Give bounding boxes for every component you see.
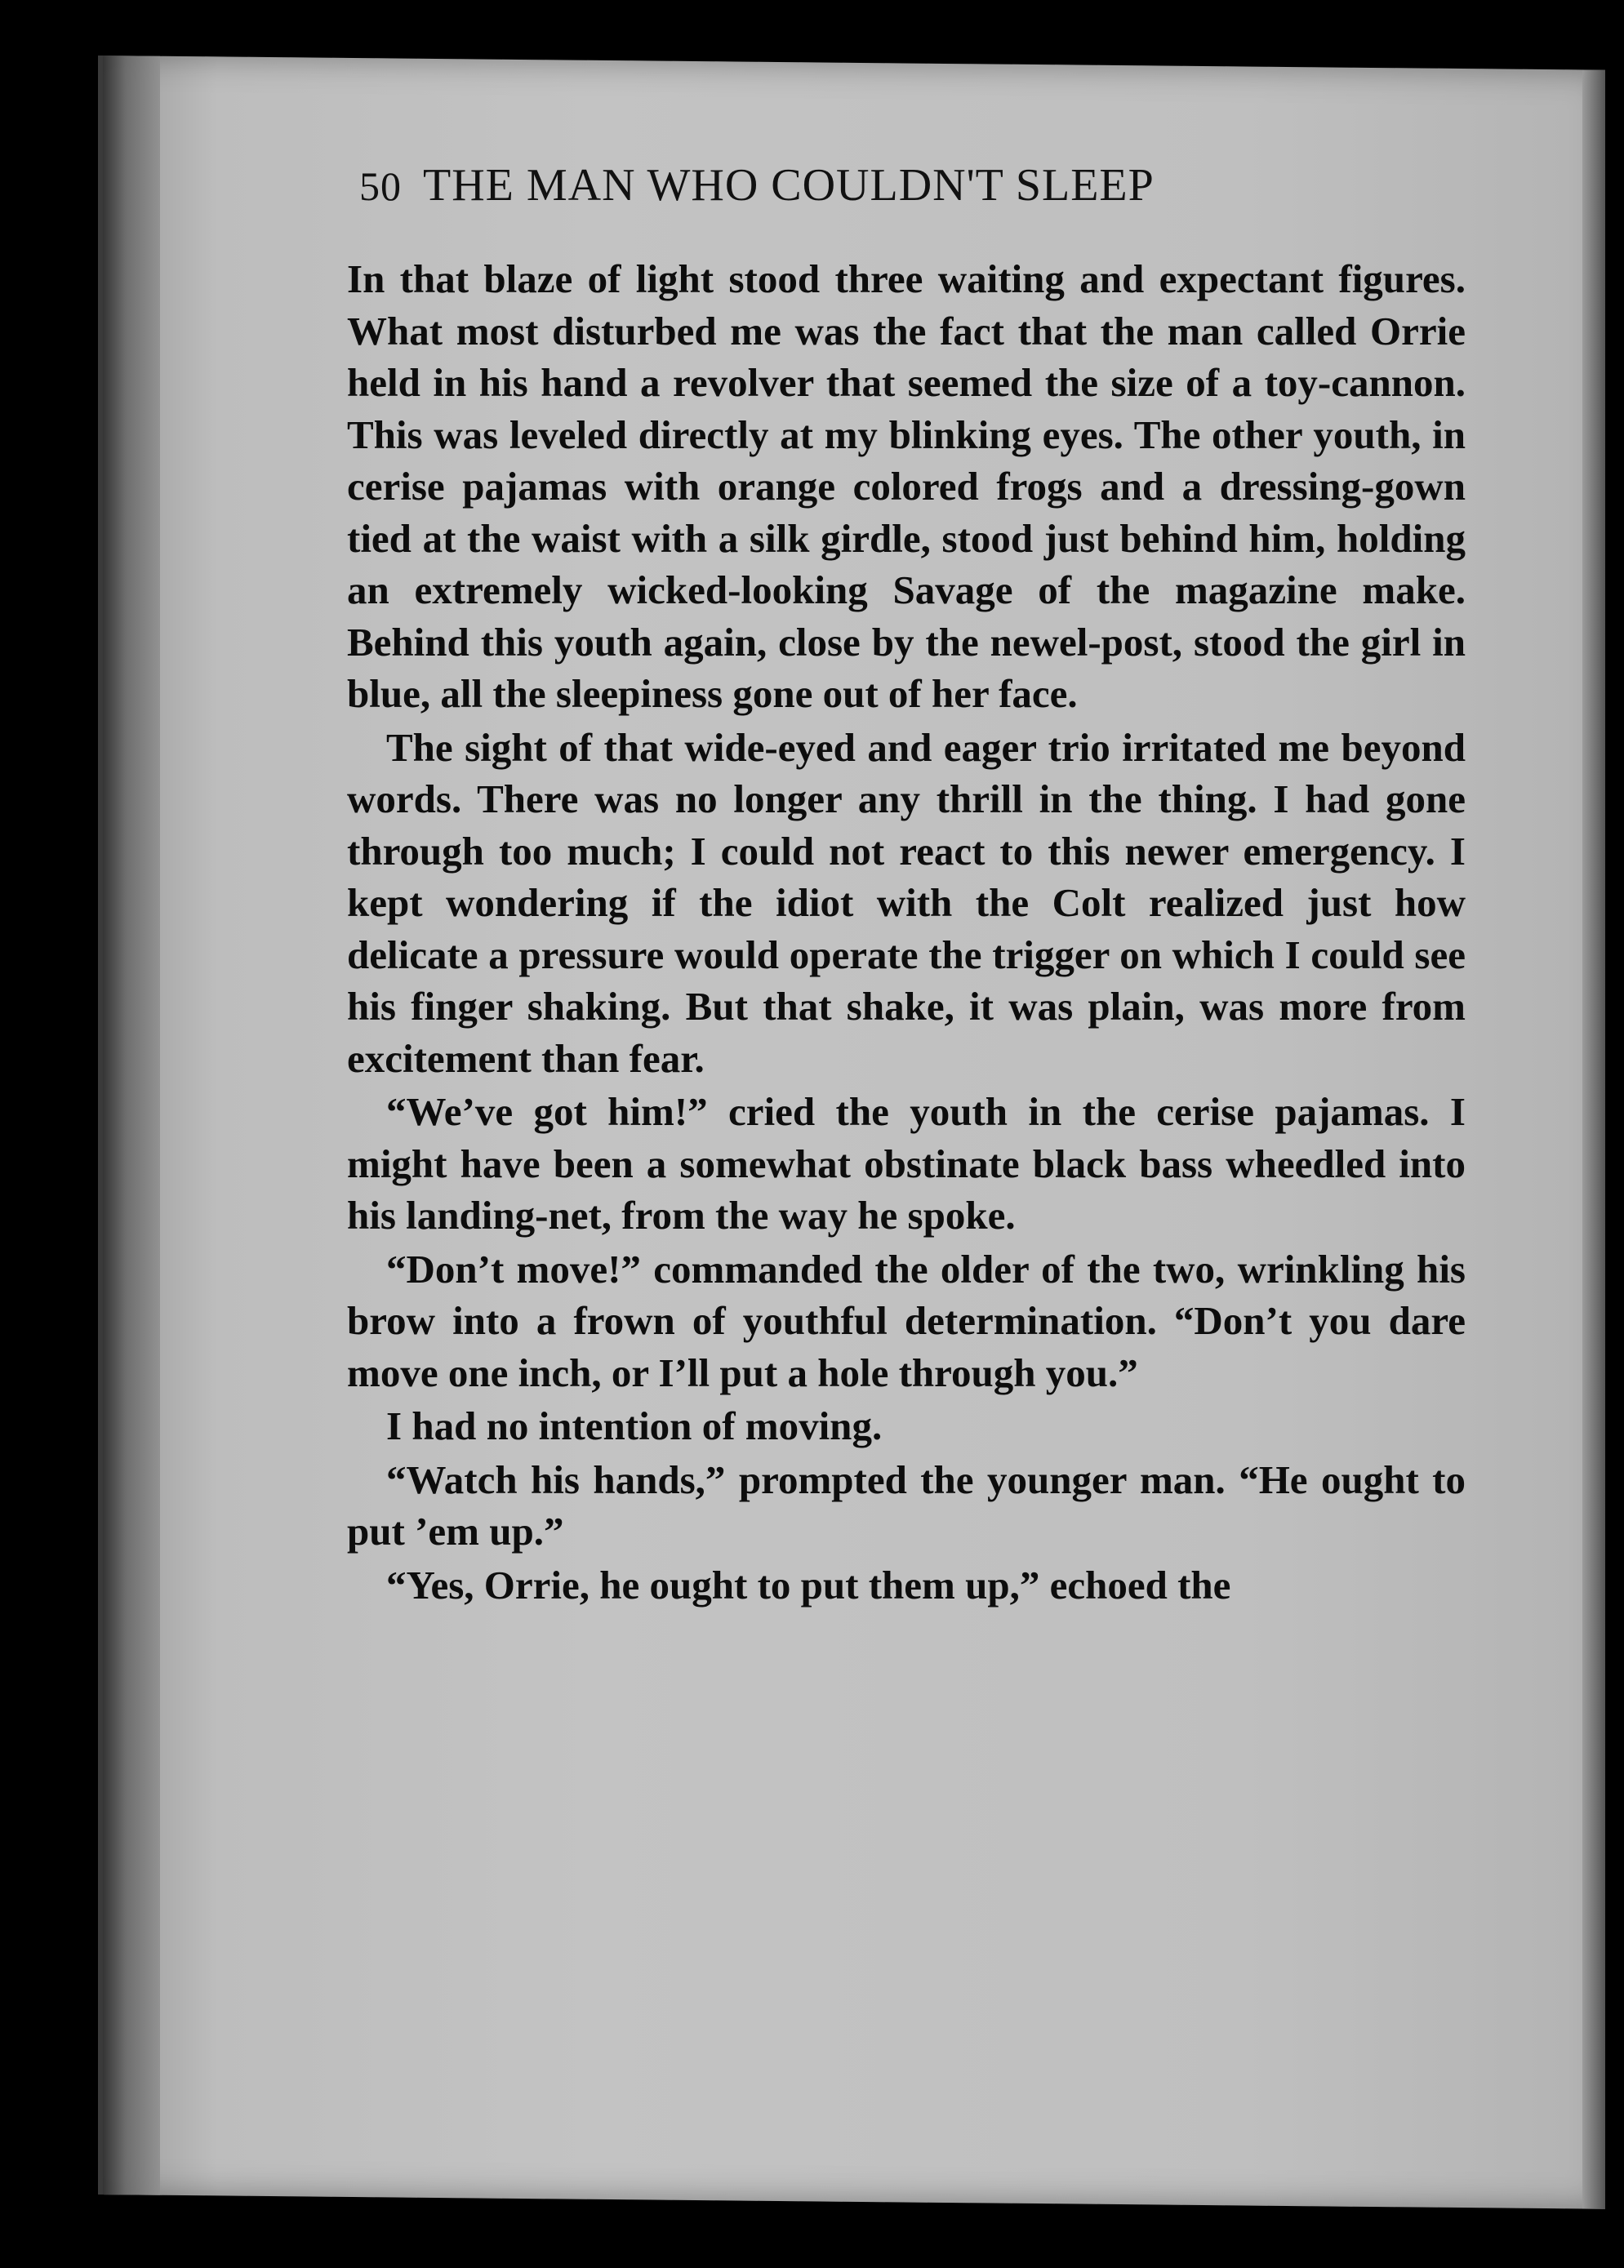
paragraph: The sight of that wide-eyed and eager trio irritated me beyond words. There was no longer any thrill in the thing. I had gone through too much; I could not react to this newer emergency. I kept wondering if the idiot with the Colt realized just how delicate a pressure would operate the trigger on which I could see his finger shaking. But that shake, it was plain, was more from excitement than fear. [347,724,1466,1081]
page-number: 50 [359,163,402,209]
paragraph: “Don’t move!” commanded the older of the two, wrinkling his brow into a frown of youthful determination. “Don’t you dare move one inch, or I’ll put a hole through you.” [347,1246,1466,1395]
paragraph: I had no intention of moving. [386,1403,883,1448]
paragraph: “Watch his hands,” prompted the younger man. “He ought to put ’em up.” [347,1456,1466,1554]
paragraph: “We’ve got him!” cried the youth in the cerise pajamas. I might have been a somewhat obstinate black bass wheedled into his landing-net, from the way he spoke. [347,1089,1466,1238]
page-spine-shadow [103,56,160,2195]
page-right-edge [1582,69,1605,2208]
running-title: THE MAN WHO COULDN'T SLEEP [423,160,1155,211]
running-header [359,159,1470,211]
paragraph: In that blaze of light stood three waiting and expectant figures. What most disturbed me was the fact that the man called Orrie held in his hand a revolver that seemed the size of a toy-cannon. This was leveled directly at my blinking eyes. The other youth, in cerise pajamas with orange colored frogs and a dressing-gown tied at the waist with a silk girdle, stood just behind him, holding an extremely wicked-looking Savage of the magazine make. Behind this youth again, close by the newel-post, stood the girl in blue, all the sleepiness gone out of her face. [347,256,1466,716]
paragraph: “Yes, Orrie, he ought to put them up,” echoed the [386,1562,1231,1608]
body-text [347,253,1466,1611]
